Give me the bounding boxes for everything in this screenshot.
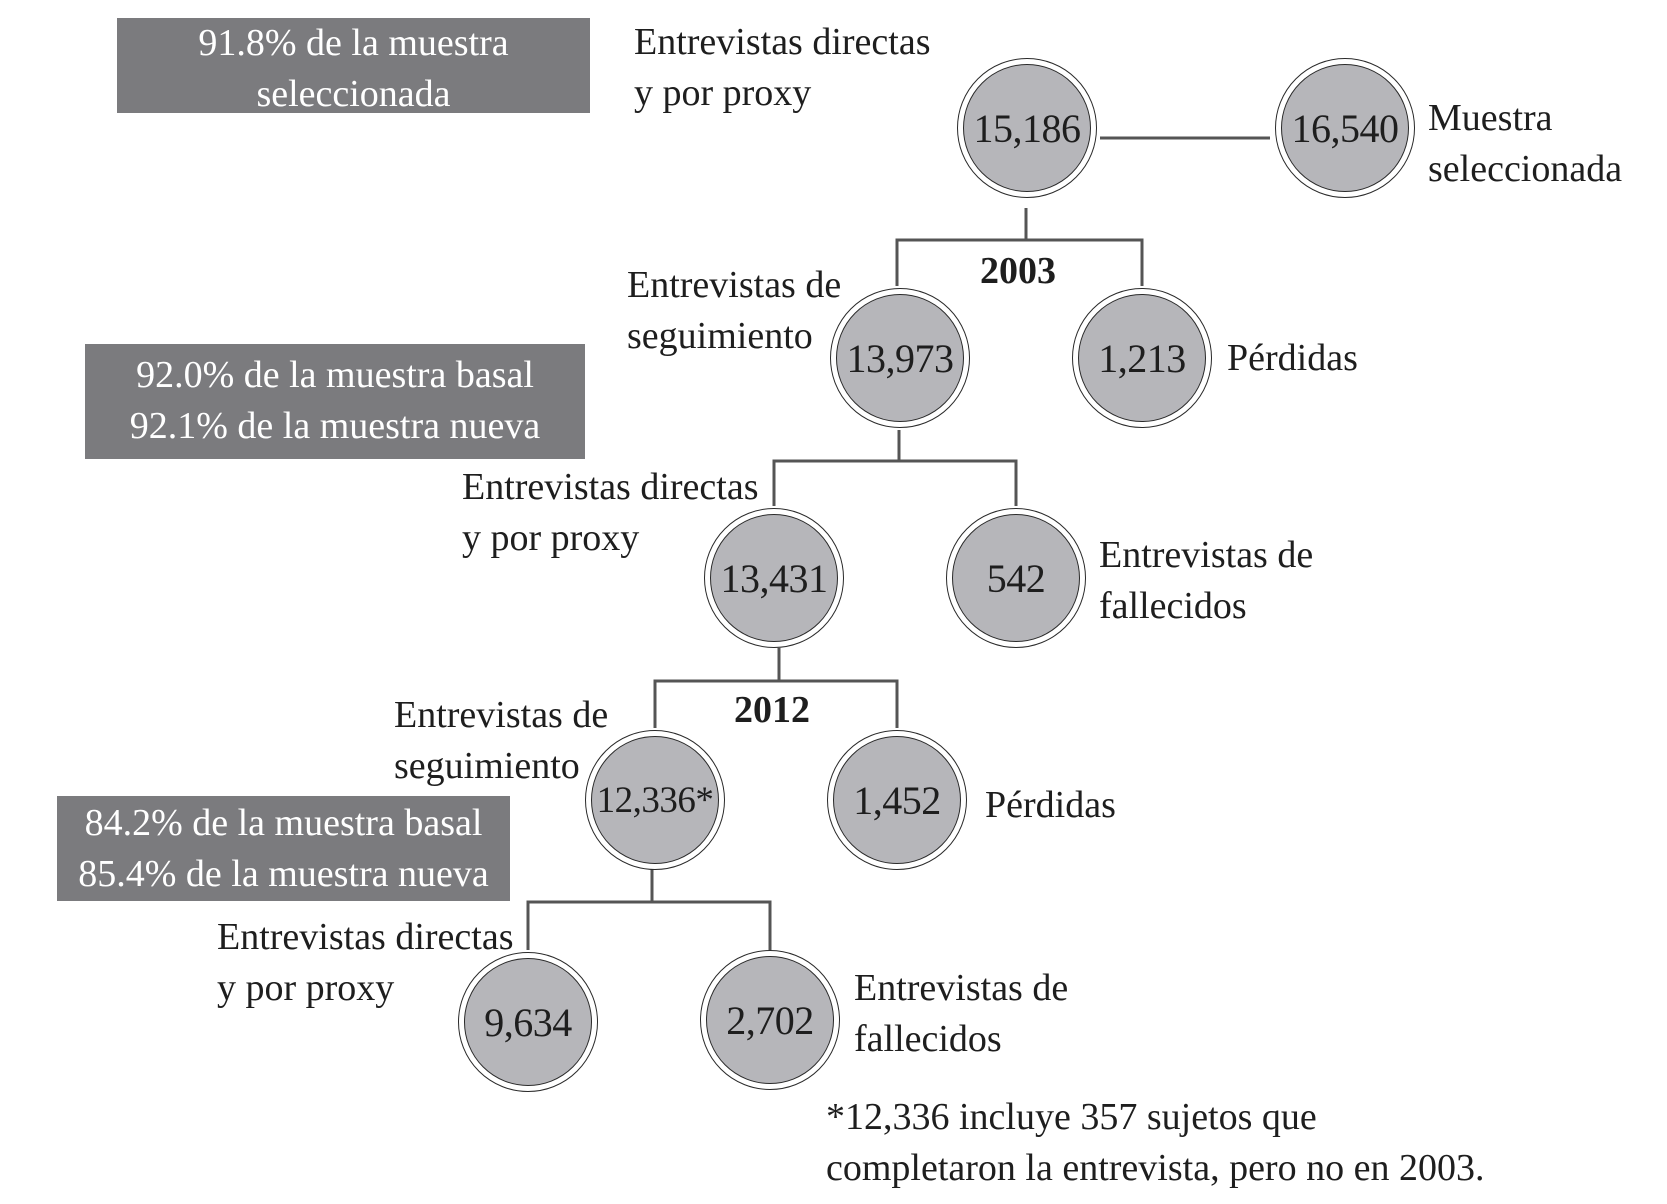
label-direct-proxy-2003: Entrevistas directas y por proxy xyxy=(462,466,759,559)
label-deceased-2003: Entrevistas de fallecidos xyxy=(1099,534,1314,627)
node-value: 15,186 xyxy=(973,105,1081,151)
node-value: 13,431 xyxy=(720,555,828,601)
node-deceased-2012 xyxy=(700,950,840,1090)
label-deceased-2012: Entrevistas de fallecidos xyxy=(854,967,1069,1060)
node-value: 9,634 xyxy=(484,999,572,1045)
label-followup-2012: Entrevistas de seguimiento xyxy=(394,694,609,787)
node-value: 13,973 xyxy=(846,335,954,381)
connector-deceased-2012 xyxy=(652,902,770,950)
box-2003-pct: 92.0% de la muestra basal 92.1% de la muestra nueva xyxy=(85,344,585,459)
year-2012: 2012 xyxy=(734,689,810,731)
node-2003-interviews xyxy=(957,58,1097,198)
label-losses-2012: Pérdidas xyxy=(985,784,1116,826)
node-value: 16,540 xyxy=(1291,105,1399,151)
box-2012-pct: 84.2% de la muestra basal 85.4% de la muestra nueva xyxy=(57,796,510,901)
connector-deceased-2003 xyxy=(899,461,1016,506)
node-value: 12,336* xyxy=(596,779,714,821)
label-losses-2003: Pérdidas xyxy=(1227,337,1358,379)
node-losses-2012 xyxy=(827,730,967,870)
node-value: 542 xyxy=(986,555,1046,601)
node-selected-sample xyxy=(1275,58,1415,198)
connector-direct-2003 xyxy=(774,430,899,506)
node-value: 1,452 xyxy=(853,777,941,823)
year-2003: 2003 xyxy=(980,250,1056,292)
node-deceased-2003 xyxy=(946,508,1086,648)
footnote: *12,336 incluye 357 sujetos que completaron la entrevista, pero no en 2003. xyxy=(826,1096,1485,1189)
node-followup-2003 xyxy=(830,288,970,428)
node-value: 1,213 xyxy=(1098,335,1186,381)
label-selected-sample: Muestra seleccionada xyxy=(1428,97,1623,190)
node-losses-2003 xyxy=(1072,288,1212,428)
box-selected-sample-pct: 91.8% de la muestra seleccionada xyxy=(117,18,590,113)
label-top-direct-proxy: Entrevistas directas y por proxy xyxy=(634,21,931,114)
label-followup-2003: Entrevistas de seguimiento xyxy=(627,264,842,357)
connector-direct-2012 xyxy=(528,868,652,950)
node-value: 2,702 xyxy=(726,997,814,1043)
label-direct-proxy-2012: Entrevistas directas y por proxy xyxy=(217,916,514,1009)
